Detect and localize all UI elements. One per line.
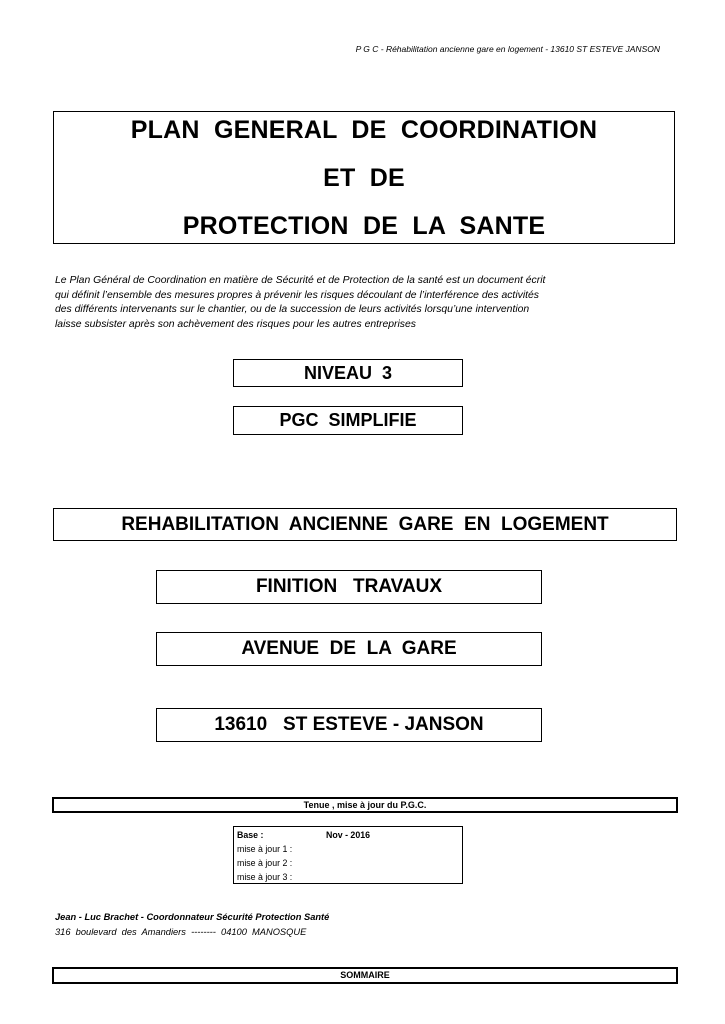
author-line: Jean - Luc Brachet - Coordonnateur Sécurité Protection Santé [55,912,330,922]
version-table [233,826,463,884]
title-box [53,111,675,244]
base-label: Base : [237,830,264,840]
base-date: Nov - 2016 [326,830,371,840]
project-name-box: REHABILITATION ANCIENNE GARE EN LOGEMENT [53,508,677,541]
intro-line: Le Plan Général de Coordination en matière de Sécurité et de Protection de la santé est un document écrit [55,275,546,286]
pgc-type-box: PGC SIMPLIFIE [233,406,463,435]
title-line-1: PLAN GENERAL DE COORDINATION [130,116,598,144]
update-row-1: mise à jour 1 : [237,844,293,854]
intro-line: qui définit l’ensemble des mesures propres à prévenir les risques découlant de l’interférence des activités [55,289,539,301]
address-line: 316 boulevard des Amandiers -------- 04100 MANOSQUE [55,927,307,937]
project-street-box: AVENUE DE LA GARE [156,632,542,666]
level-box: NIVEAU 3 [233,359,463,387]
intro-line: laisse subsister après son achèvement des risques pour les autres entreprises [55,318,416,330]
update-row-3: mise à jour 3 : [237,872,293,882]
update-row-2: mise à jour 2 : [237,858,293,868]
intro-line: des différents intervenants sur le chantier, ou de la succession de leurs activités lorsqu’une intervention [55,304,530,315]
intro-paragraph [55,274,635,332]
title-line-3: PROTECTION DE LA SANTE [182,212,546,240]
updates-heading: Tenue , mise à jour du P.G.C. [52,797,678,813]
title-line-2: ET DE [323,164,405,192]
summary-heading: SOMMAIRE [52,967,678,984]
project-phase-box: FINITION TRAVAUX [156,570,542,604]
project-city-box: 13610 ST ESTEVE - JANSON [156,708,542,742]
header-note: P G C - Réhabilitation ancienne gare en logement - 13610 ST ESTEVE JANSON [355,44,660,54]
